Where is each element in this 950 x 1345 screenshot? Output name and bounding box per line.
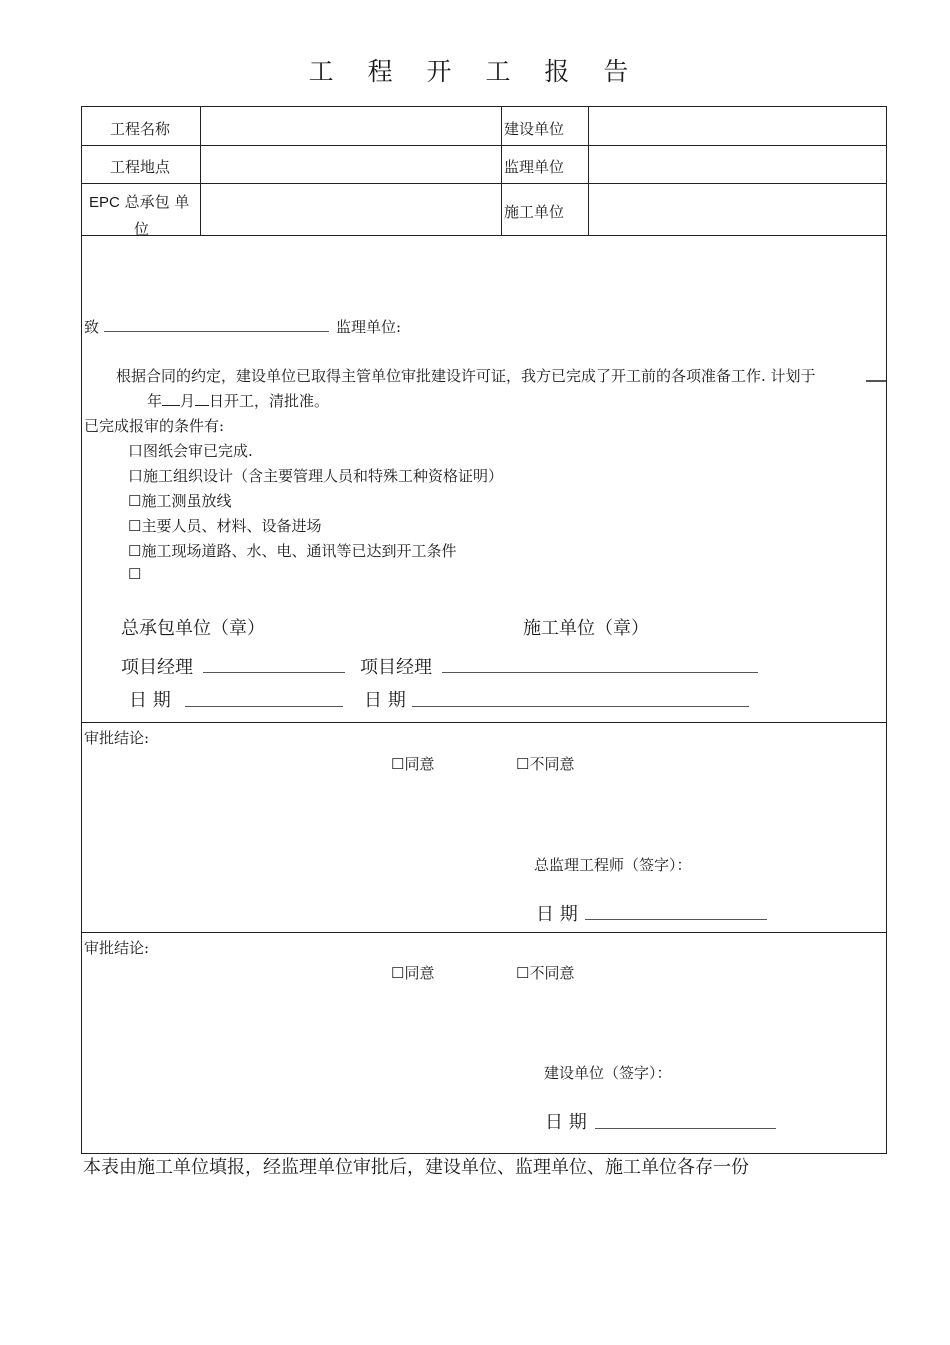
column-divider bbox=[588, 106, 589, 235]
to-suffix: 监理单位: bbox=[336, 318, 402, 336]
row-divider bbox=[81, 145, 887, 146]
manager-signature-line-2 bbox=[442, 672, 758, 673]
addressee-blank bbox=[104, 331, 329, 332]
paragraph-line2 bbox=[147, 390, 329, 411]
column-divider bbox=[501, 106, 502, 235]
paragraph-year: 年 bbox=[147, 392, 163, 410]
year-blank-start bbox=[866, 380, 886, 382]
approval1-disagree-checkbox[interactable]: ☐不同意 bbox=[516, 755, 575, 773]
condition-item: ☐施工现场道路、水、电、通讯等已达到开工条件 bbox=[128, 542, 457, 560]
date-line bbox=[185, 706, 343, 707]
condition-item: ☐ bbox=[128, 565, 142, 583]
condition-item: ☐施工测虽放线 bbox=[128, 492, 232, 510]
epc-label-rest: 总承包 单 bbox=[124, 193, 190, 211]
project-site-label: 工程地点 bbox=[110, 158, 171, 176]
contractor-seal: 施工单位（章） bbox=[523, 618, 649, 639]
row-divider bbox=[81, 722, 887, 723]
condition-item: 口图纸会审已完成. bbox=[128, 442, 253, 460]
epc-label bbox=[89, 191, 189, 212]
approval1-title: 审批结论: bbox=[84, 729, 150, 747]
conditions-title: 已完成报审的条件有: bbox=[84, 417, 225, 435]
paragraph-tail: 日开工，清批准。 bbox=[209, 392, 330, 410]
approval2-disagree-checkbox[interactable]: ☐不同意 bbox=[516, 964, 575, 982]
contractor-label: 施工单位 bbox=[504, 203, 565, 221]
builder-label: 建设单位 bbox=[504, 120, 565, 138]
paragraph-month: 月 bbox=[180, 392, 196, 410]
row-divider bbox=[81, 183, 887, 184]
approval2-date-line bbox=[595, 1128, 776, 1129]
date-line-2 bbox=[412, 706, 749, 707]
to-prefix: 致 bbox=[84, 318, 100, 336]
month-blank bbox=[162, 391, 180, 406]
day-blank bbox=[195, 391, 209, 406]
approval2-signer: 建设单位（签字）： bbox=[544, 1064, 672, 1082]
row-divider bbox=[81, 932, 887, 933]
project-name-label: 工程名称 bbox=[110, 120, 171, 138]
column-divider bbox=[200, 106, 201, 235]
manager-label-2: 项目经理 bbox=[360, 657, 432, 678]
epc-prefix: EPC bbox=[89, 194, 120, 211]
approval2-agree-checkbox[interactable]: ☐同意 bbox=[391, 964, 435, 982]
approval1-agree-checkbox[interactable]: ☐同意 bbox=[391, 755, 435, 773]
condition-item: 口施工组织设计（含主要管理人员和特殊工种资格证明） bbox=[128, 467, 504, 485]
approval2-title: 审批结论: bbox=[84, 939, 150, 957]
date-label: 日 期 bbox=[129, 690, 171, 711]
epc-seal: 总承包单位（章） bbox=[121, 618, 265, 639]
approval1-signer: 总监理工程师（签字）： bbox=[534, 856, 692, 874]
approval2-date-label: 日 期 bbox=[545, 1112, 587, 1133]
approval1-date-label: 日 期 bbox=[536, 904, 578, 925]
footer-note: 本表由施工单位填报，经监理单位审批后，建设单位、监理单位、施工单位各存一份 bbox=[83, 1157, 749, 1178]
supervisor-label: 监理单位 bbox=[504, 158, 565, 176]
paragraph-line1: 根据合同的约定，建设单位已取得主管单位审批建设许可证，我方已完成了开工前的各项准备工作. 计划于 bbox=[116, 367, 816, 385]
row-divider bbox=[81, 235, 887, 236]
manager-label: 项目经理 bbox=[121, 657, 193, 678]
manager-signature-line bbox=[203, 672, 345, 673]
date-label-2: 日 期 bbox=[364, 690, 406, 711]
condition-item: ☐主要人员、材料、设备进场 bbox=[128, 517, 322, 535]
form-title: 工 程 开 工 报 告 bbox=[308, 57, 642, 86]
approval1-date-line bbox=[585, 919, 767, 920]
epc-label-line2: 位 bbox=[134, 220, 150, 238]
